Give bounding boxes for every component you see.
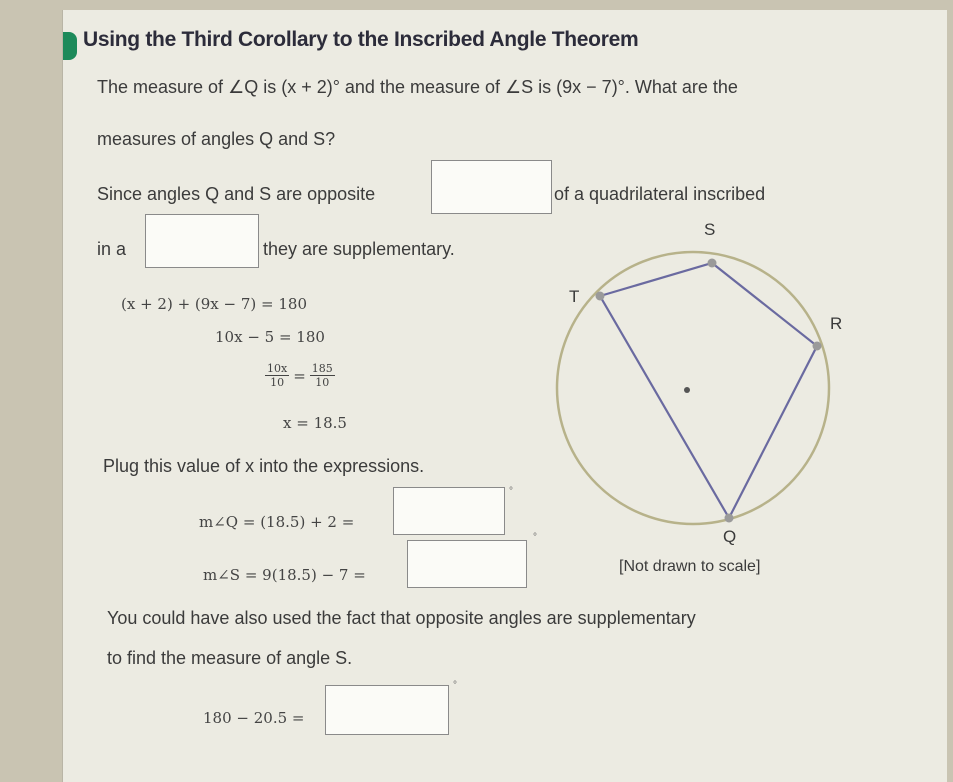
alt-line-1: You could have also used the fact that opposite angles are supplementary — [107, 608, 696, 628]
fraction-left-denominator: 10 — [270, 376, 285, 389]
sentence-part-3: in a — [97, 239, 127, 259]
sentence-part-2: of a quadrilateral inscribed — [554, 184, 766, 204]
equation-4: x = 18.5 — [283, 414, 347, 432]
problem-line-1: The measure of ∠Q is (x + 2)° and the measure of ∠S is (9x − 7)°. What are the — [97, 77, 738, 97]
fraction-right-numerator: 185 — [311, 362, 333, 375]
sentence-part-1: Since angles Q and S are opposite — [97, 184, 376, 204]
answer-box-alt[interactable] — [325, 685, 449, 735]
sentence-part-4: they are supplementary. — [263, 239, 455, 259]
lesson-card — [62, 10, 947, 782]
point-t — [596, 292, 605, 301]
equation-1: (x + 2) + (9x − 7) = 180 — [121, 295, 308, 313]
label-q: Q — [723, 527, 737, 546]
not-to-scale-note: [Not drawn to scale] — [619, 558, 761, 575]
point-s — [708, 259, 717, 268]
quadrilateral — [600, 263, 817, 518]
q-expression: m∠Q = (18.5) + 2 = — [199, 513, 355, 531]
point-q — [725, 514, 734, 523]
answer-box-shape[interactable] — [145, 214, 259, 268]
degree-symbol-s: ° — [533, 532, 537, 543]
center-point — [684, 387, 690, 393]
point-r — [813, 342, 822, 351]
equals-sign: = — [293, 366, 306, 385]
s-expression: m∠S = 9(18.5) − 7 = — [203, 566, 366, 584]
fraction-left-numerator: 10x — [267, 362, 288, 375]
alt-expression: 180 − 20.5 = — [203, 709, 305, 727]
label-t: T — [569, 287, 580, 306]
label-s: S — [704, 220, 716, 239]
equation-3 — [265, 362, 335, 389]
fraction-right — [310, 362, 335, 389]
equation-2: 10x − 5 = 180 — [215, 328, 325, 346]
plug-instruction: Plug this value of x into the expressions. — [103, 456, 425, 476]
lesson-title: Using the Third Corollary to the Inscribed Angle Theorem — [83, 28, 639, 51]
alt-line-2: to find the measure of angle S. — [107, 648, 353, 668]
fraction-left — [265, 362, 289, 389]
label-r: R — [830, 314, 843, 333]
fraction-right-denominator: 10 — [315, 376, 330, 389]
degree-symbol-alt: ° — [453, 680, 457, 691]
answer-box-q[interactable] — [393, 487, 505, 535]
answer-box-opposite[interactable] — [431, 160, 552, 214]
problem-line-2: measures of angles Q and S? — [97, 129, 336, 149]
accent-tab — [63, 32, 77, 60]
answer-box-s[interactable] — [407, 540, 527, 588]
degree-symbol-q: ° — [509, 486, 513, 497]
inscribed-quadrilateral-diagram — [553, 240, 853, 550]
